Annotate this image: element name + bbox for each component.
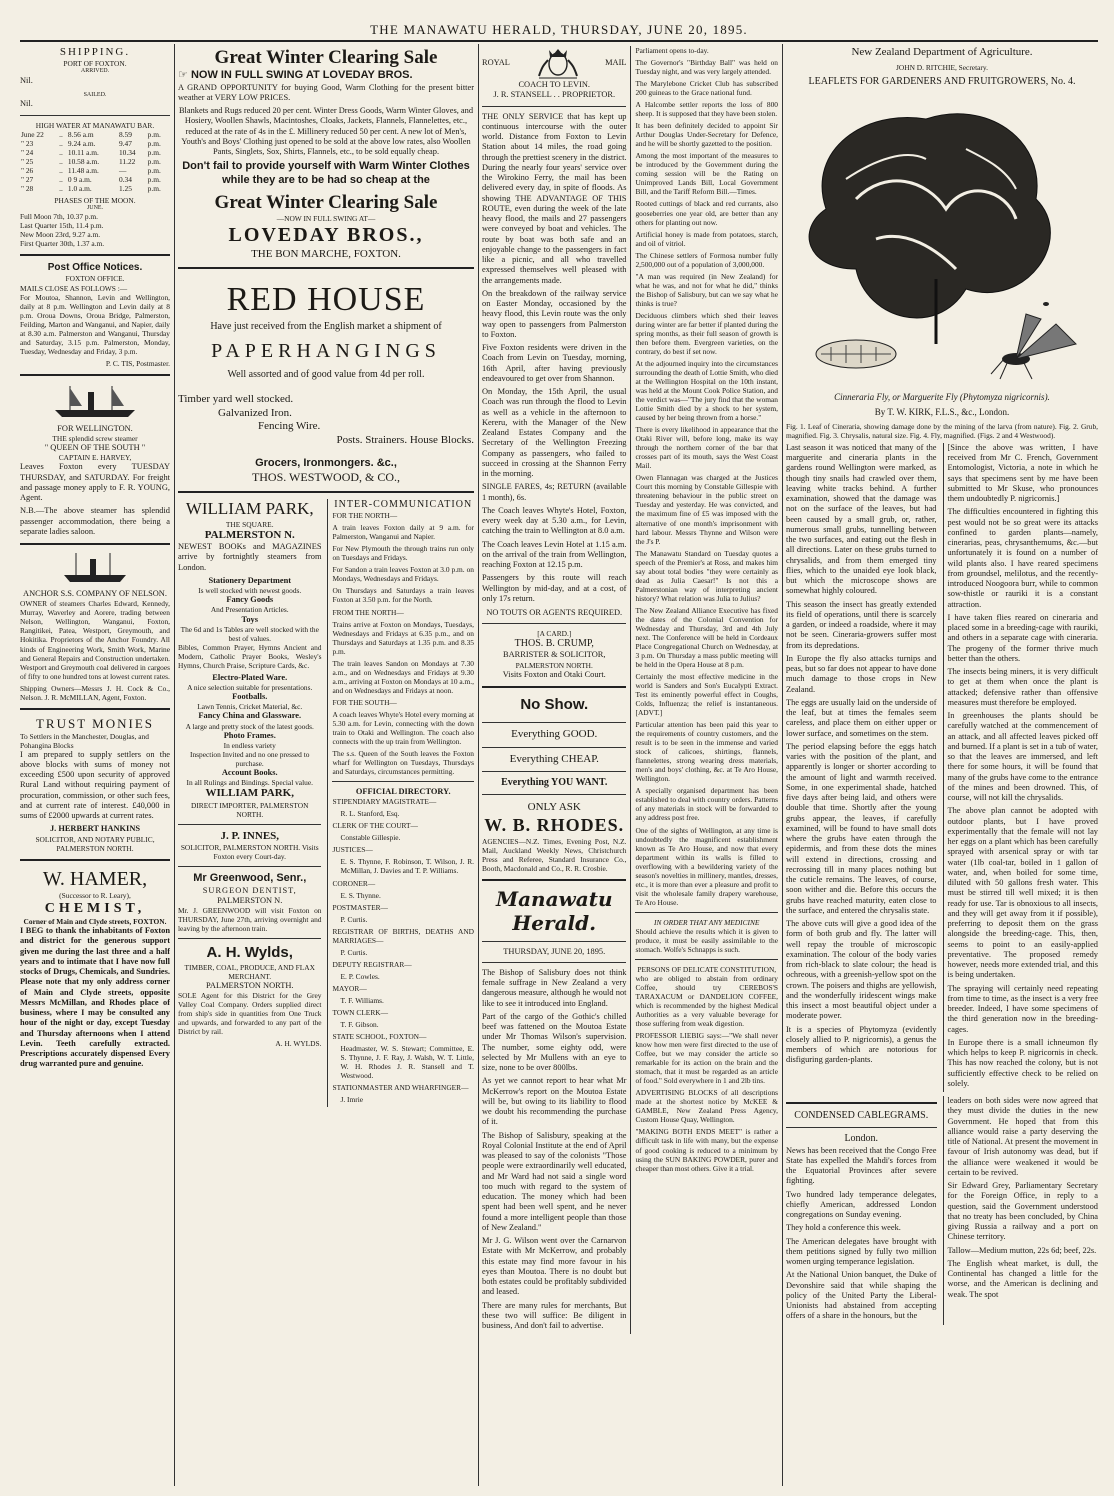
news-paragraph: One of the sights of Wellington, at any time is undoubtedly the magnificent establishment known as Te Aro House, and now that every department within its walls is filled to overflowing with a bewildering variety of the season's novelties in millinery, mantles, dresses, etc., it is more than ever a pleasure and profit to visit the wholesale family drapery warehouse, Te Aro House. [635,825,778,907]
tide-cell: 9.24 a.m. [67,138,96,148]
toys-text: The 6d and 1s Tables are well stocked with the best of values. [180,624,319,643]
coach-text [482,112,626,605]
steamer-text: Leaves Foxton every TUESDAY THURSDAY, and SATURDAY. For freight and passage money apply to F. R. YOUNG, Agent. [20,462,170,503]
delicate-title: PERSONS OF DELICATE CONSTITUTION, [637,964,777,974]
rhodes-name: W. B. RHODES. [484,814,625,835]
inter-item: For Sandon a train leaves Foxton at 3.0 p.m. on Mondays, Wednesdays and Fridays. [332,565,474,584]
william-park-ad [178,499,321,1107]
mails-text: For Moutoa, Shannon, Levin and Wellington, daily at 8 p.m. Wellington and Levin daily at 8 p.m. Oroua Downs, Oroua Bridge, Palmerston, Feilding, Marton and Wanganui, and Napier, daily at 8.30 a.m. Palmerston and Wanganui, Thursday and Saturday, 3.15 p.m. Palmerston, Monday, Tuesday, Wednesday and Friday, 3 p.m. [20,292,170,356]
dont-fail-text: Don't fail to provide yourself with Warm Winter Clothes while they are to be had so cheap at the [182,160,470,186]
masthead-text: THE MANAWATU HERALD, THURSDAY, JUNE 20, 1895. [370,22,748,38]
article-paragraph: The period elapsing before the eggs hatch varies with the position of the plant, and apparently is longer or shorter according to the amount of light and warmth received. Some, in one experimental shade, hatched five days after being laid, and others were double that time. Shortly after the young grubs appear, the leaves, if carefully examined, will be found to have small dots where the grubs have eaten through the epidermis, and from these dots the mines will extend in directions, crossing and recrossing till in many places nothing but the cuticle remains. The leaves, of course, soon wither and die. Before this occurs the grubs have reached maturity, eaten close to the surface, and entered the chrysalis state. [786,741,937,915]
liebig-text: PROFESSOR LIEBIG says:—"We shall never know how men were first directed to the use of Coffee, but we may consider the article so remarkable for its action on the brain and the stomach, that it must be regarded as an article of food." Sold everywhere in 1 and 2lb tins. [635,1031,778,1086]
order-title: IN ORDER THAT ANY MEDICINE [654,917,760,927]
hankins-name: J. HERBERT HANKINS [49,824,141,834]
china-text: A large and pretty stock of the latest goods. [185,721,314,731]
post-office-title: Post Office Notices. [47,262,143,274]
steamer-line: THE splendid screw steamer [52,434,138,444]
news-paragraph: At the adjourned inquiry into the circumstances surrounding the death of Lottie Smith, who died at the Wellington Hospital on the 10th instant, was held at the Mount Cook Police Station, and the verdict was—"The jury find that the woman Lottie Smith died by a shock to her system, caused by her being thrown from a horse." [635,358,778,423]
cable-paragraph: At the National Union banquet, the Duke of Devonshire said that while shaping the policy of the United Party the Liberal-Unionists had abstained from accepting offers of a share in the honours, but the [786,1270,937,1321]
coach-paragraph: The Coach leaves Whyte's Hotel, Foxton, every week day at 5.30 a.m., for Levin, catching the train to Wellington at 8.0 a.m. [482,505,627,536]
inter-communication [327,499,474,1107]
official-role: STATIONMASTER AND WHARFINGER— [332,1083,469,1093]
official-role: REGISTRAR OF BIRTHS, DEATHS AND MARRIAGES— [332,926,474,945]
official-name: E. S. Thynne. [340,890,381,900]
tide-cell: .. [59,147,63,157]
tide-cell: 1.25 [118,183,132,193]
official-name: T. F. Williams. [340,995,384,1005]
editorial-paragraph: Part of the cargo of the Gothic's chilled beef was fattened on the Moutoa Estate under Mr Thomas Wilson's supervision. The number, some eighty odd, were selected by Mr Mullens with an eye to size, none to be over 800lbs. [482,1011,627,1073]
everything-cheap: Everything CHEAP. [509,752,599,765]
column-rule [478,44,479,1486]
official-name: E. S. Thynne, F. Robinson, T. Wilson, J. R. McMillan, J. Davies and T. P. Williams. [340,857,474,876]
footballs-heading: Footballs. [232,692,268,702]
inter-heading: FOR THE NORTH— [332,511,398,521]
cable-paragraph: leaders on both sides were now agreed that they must divide the duties in the new Government. He hoped that from this alliance would raise a party deserving the title of National. At present the movement in favour of Irish autonomy was dead, but if the alliance were weakened it would be certain to be revived. [947,1096,1098,1177]
ritchie: JOHN D. RITCHIE, Secretary. [896,63,988,73]
post-office-sub: FOXTON OFFICE. [65,274,125,284]
greenwood-name: Mr Greenwood, Senr., [193,872,307,885]
hankins-sub: SOLICITOR, AND NOTARY PUBLIC, PALMERSTON NORTH. [35,834,155,853]
tide-cell: 1.0 a.m. [67,183,92,193]
article-paragraph: It is a species of Phytomyza (evidently closely allied to P. nigricornis), a genus the members of which are notorious for disfiguring garden-plants. [786,1024,937,1065]
moon-phase: Full Moon 7th, 10.37 p.m. [20,212,99,222]
news-paragraph: A specially organised department has been established to deal with country orders. Patterns of any materials in stock will be forwarded to any address post free. [635,786,778,823]
william-park-intro: NEWEST BOOKs and MAGAZINES arrive by fortnightly steamers from London. [178,542,322,572]
tide-cell: p.m. [147,129,161,139]
steamer-icon [60,551,130,585]
official-role: DEPUTY REGISTRAR— [332,959,412,969]
now-swing-text: NOW IN FULL SWING AT LOVEDAY BROS. [190,69,413,82]
grand-opportunity: A GRAND OPPORTUNITY for buying Good, Warm Clothing for the present bitter weather at VERY LOW PRICES. [178,82,474,102]
loveday-bros: LOVEDAY BROS., [228,224,424,247]
article-paragraph: The above cuts will give a good idea of the form of both grub and fly. The latter will well repay the trouble of microscopic examination. The colour of the body varies from rich-black to slate colour; the head is ochreous, with a greenish-yellow spot on the crown. The poisers and thighs are yellowish, and the wonderfully iridescent wings make this insect a most beautiful object under a moderate power. [786,919,937,1021]
tide-row [20,139,170,148]
assorted-text: Well assorted and of good value from 4d per roll. [227,369,425,381]
cable-paragraph: Tallow—Medium mutton, 22s 6d; beef, 22s. [947,1245,1097,1255]
coach-paragraph: Five Foxton residents were driven in the Coach from Levin on Tuesday, morning, 16th April, after having previously endeavoured to get over from Shannon. [482,343,627,383]
coach-paragraph: THE ONLY SERVICE that has kept up continuous intercourse with the outer world. Distance from Foxton to Levin Station about 14 miles, the road going through the prettiest scenery in the district. During the nearly four years' service over the Wirokino Ferry, the mail has been delivered every day, in spite of floods. As showing THE ADVANTAGE OF THIS ROUTE, even during the week of the late heavy flood, the mails and 27 passengers were conveyed by boat and vehicles. The route by boat was both safe and an enjoyable change to the passengers in fact like a picnic, and all who travelled expressed themselves well pleased with the arrangements made. [482,111,627,285]
innes-name: J. P. INNES, [220,829,280,842]
editorial-paragraph: The Bishop of Salisbury, speaking at the Royal Colonial Institute at the end of April was pleased to say of the colonists "Those people were extraordinarily well educated, and Mr Ward had not said a single word too much with regard to the system of education. The money which had been spent had been well spent, and he never found a more intelligent people than those of New Zealand." [482,1130,627,1232]
everything-want: Everything YOU WANT. [501,777,608,789]
editorial-paragraph: There are many rules for merchants, But these two will suffice: Be diligent in business, And don't fail to advertise. [482,1300,627,1331]
news-paragraph: The Governor's "Birthday Ball" was held on Tuesday night, and was very largely attended. [635,58,778,77]
news-paragraph: The New Zealand Alliance Executive has fixed the dates of the Colonial Convention for Wednesday and Thursday, 3rd and 4th July next. The Conference will be held in Cordeaux Place Congregational Church on Wednesday, at 3 p.m. On Thursday a mass public meeting will be held in the Opera House at 8 p.m. [635,605,778,669]
editorial [482,968,626,1332]
cable-paragraph: The American delegates have brought with them petitions signed by fully two million women urging temperance legislation. [786,1236,937,1266]
sun-baking-text: "MAKING BOTH ENDS MEET" is rather a difficult task in life with many, but the expense of good cooking is reduced to a minimum by using the SUN BAKING POWDER, purer and cheaper than most others. Give it a trial. [635,1127,778,1173]
tide-row [20,184,170,193]
inter-title: INTER-COMMUNICATION [334,499,473,511]
inter-item: A train leaves Foxton daily at 9 a.m. for Palmerston, Wanganui and Napier. [332,523,474,542]
cablegrams-title: CONDENSED CABLEGRAMS. [794,1110,929,1122]
article-paragraph: The insects being miners, it is very difficult to get at them when once the plant is attacked; defensive rather than offensive measures must therefore be employed. [947,667,1098,707]
news-paragraph: The Marylebone Cricket Club has subscribed 200 guineas to the Grace national fund. [635,79,778,98]
news-paragraph: Parliament opens to-day. [635,46,709,55]
official-role: TOWN CLERK— [332,1007,388,1017]
arrived-nil: Nil. [20,75,33,85]
tide-cell: — [118,165,127,175]
tide-cell: " 28 [21,183,34,193]
news-paragraph: It has been definitely decided to appoint Sir Arthur Douglas Under-Secretary for Defence, and he will be shortly gazetted to the position. [635,121,778,149]
official-role: MAYOR— [332,983,367,993]
wylds-text: SOLE Agent for this District for the Grey Valley Coal Company. Orders supplied direct from ship's side in quantities from One Truck and upwards, and forwarded to any part of the District by rail. [178,990,322,1037]
greenwood-text: Mr. J. GREENWOOD will visit Foxton on THURSDAY, June 27th, arriving overnight and leaving by the afternoon train. [178,906,322,934]
figure-legend: Fig. 1. Leaf of Cineraria, showing damage done by the mining of the larva (from nature). Fig. 2. Grub, magnified. Fig. 3. Chrysalis, natural size. Fig. 4. Fly, magnified. (Figs. 2 and 4 Westwood). [786,421,1098,440]
coach-ad [482,46,626,1334]
official-name: P. Curtis. [340,947,368,957]
tide-cell: 11.22 [118,156,136,166]
steamer-nb: N.B.—The above steamer has splendid passenger accommodation, there being a separate ladies saloon. [20,506,170,536]
article-paragraph: The above plan cannot be adopted with outdoor plants, but I have proved experimentally that the female will not lay her eggs on a plant which has been carefully sprayed with arsenical spray or with tar water (1lb coal-tar, boiled in 1 gallon of water, and, when boiled for some time, diluted with 50 gallons fresh water. This must be stirred till well mixed; it is then ready for use. Tar is obnoxious to all insects, and they will get away from it if possible), preferring to deposit them on the grass alongside the breeding-cage. This, then, seems to point to an easily-applied preventative. The proposed remedy however, needs more extended trial, and this is being undertaken. [947,806,1098,980]
dept-title: New Zealand Department of Agriculture. [851,46,1033,58]
tide-row [20,175,170,184]
article-paragraph: The eggs are usually laid on the underside of the leaf, but at times the females seem careless, and place them on either upper or lower surface, and sometimes on the stem. [786,697,937,738]
tide-cell: .. [59,156,63,166]
royal-crest-icon [535,46,581,80]
tide-cell: .. [59,165,63,175]
photo-text: In endless variety [223,741,276,751]
article-paragraph: This season the insect has greatly extended its field of operations, until there is scarcely a garden, or indeed a roadside, where it may not be seen. Cineraria-growers suffer most from its depredations. [786,599,937,650]
news-paragraph: The Chinese settlers of Formosa number fully 2,500,000 out of a population of 3,000,000. [635,250,778,269]
tide-cell: 10.58 a.m. [67,156,100,166]
hamer-text: I BEG to thank the inhabitants of Foxton and district for the generous support given me during the last three and a half years and to intimate that I have now full stocks of Drugs, Chemicals, and Sundries. Please note that my only address corner of Main and Clyde streets, opposite Messrs McMillan, and Rhodes place of business, where I may be consulted any hour of the night or day, except Tuesday and Thursday afternoons when I attend Levin. Teeth carefully extracted. Prescriptions accurately dispensed Every drug warranted pure and genuine. [20,926,170,1069]
hamer-sub: (Successor to R. Leary), [59,891,131,901]
innes-sub: SOLICITOR, PALMERSTON NORTH. Visits Foxton every Court-day. [180,843,319,862]
leaflets-title: LEAFLETS FOR GARDENERS AND FRUITGROWERS, No. 4. [808,76,1076,88]
mails-heading: MAILS CLOSE AS FOLLOWS :— [20,283,128,293]
tide-cell: .. [59,129,63,139]
news-paragraph: Certainly the most effective medicine in the world is Sanders and Son's Eucalypti Extract. Test its eminently powerful effect in Coughs, Colds, Influenza; the relief is instantaneous. [ADVT.] [635,672,778,718]
wellington-title: FOR WELLINGTON. [57,423,133,433]
coach-title: COACH TO LEVIN. [518,80,591,89]
editorial-paragraph: As yet we cannot report to hear what Mr McKerrow's report on the Moutoa Estate will be, but owing to its liability to flood we doubt his recommending the purchase of it. [482,1076,627,1127]
column-agriculture [786,46,1098,1486]
tide-row [20,148,170,157]
now-swing-heading [178,69,474,82]
tide-table [20,130,170,193]
inter-item: The train leaves Sandon on Mondays at 7.30 a.m., and on Wednesdays and Fridays at 9.30 a.m., arriving at Foxton on Mondays at 10 a.m., and on Wednesdays and Fridays at noon. [332,658,474,695]
stansell: J. R. STANSELL . . PROPRIETOR. [493,90,616,100]
inter-item: A coach leaves Whyte's Hotel every morning at 5.30 a.m. for Levin, connecting with the down train to Otaki and Wellington. The coach also connects with the up train from Wellington. [332,709,474,746]
news-paragraph: There is every likelihood in appearance that the Otaki River will, before long, make its way through the northern corner of the bar that crosses part of its mouth, says the West Coast Mail. [635,425,778,471]
news-paragraph: The Manawatu Standard on Tuesday quotes a speech of the Premier's at Ross, and makes him say about total bodies "they were certainly as dead as Julia Caesar!" Is not this a Palmerstonian way of interpreting ancient history? What relation was Julia to Julius? [635,548,778,603]
herald-title: Manawatu Herald. [495,886,613,936]
tide-cell: p.m. [147,156,161,166]
now-swing-sub: —NOW IN FULL SWING AT— [276,214,376,224]
cablegrams-right [943,1096,1099,1324]
official-name: J. Imrie [340,1095,364,1105]
article-paragraph: The difficulties encountered in fighting this pest would not be so great were its attacks confined to garden plants—namely, cinerarias, peas, chrysanthemums, &c.—but unfortunately it is found on a number of wild plants also. I have reared specimens from groundsel, melilotus, and the recently-introduced Noogoora burr, while to common sow-thistle or rauriki it is a constant attraction. [947,507,1098,609]
editorial-paragraph: Mr J. G. Wilson went over the Carnarvon Estate with Mr McKerrow, and probably this estate may find more favour in his eyes than Moutoa. There is no doubt but both estates could be profitably subdivided and leased. [482,1236,627,1297]
tide-cell: 10.34 [118,147,136,157]
cable-paragraph: News has been received that the Congo Free State has expelled the Mahdi's forces from the Equatorial Provinces after severe fighting. [786,1145,937,1186]
official-list [332,797,474,1104]
official-name: E. P. Cowles. [340,971,380,981]
tide-cell: 9.47 [118,138,132,148]
crump-name: THOS. B. CRUMP, [514,638,594,650]
tide-cell: p.m. [147,165,161,175]
tide-cell: 8.59 [118,129,132,139]
inter-heading: FROM THE NORTH— [332,607,404,617]
delicate-text: who are obliged to abstain from ordinary Coffee, should try CEREBOS'S TARAXACUM or DANDELION COFFEE, which is recommended by the highest Medical Authorities as a very valuable beverage for those suffering from weak digestion. [635,973,778,1029]
paperhangings: PAPERHANGINGS [211,339,441,362]
editorial-paragraph: The Bishop of Salisbury does not think female suffrage in New Zealand a very dangerous measure, although he would not like to see it introduced into England. [482,967,627,1008]
news-column [630,46,778,1334]
timber-text: Timber yard well stocked. [178,393,294,406]
official-name: R. L. Stanford, Esq. [340,809,400,819]
toys-heading: Toys [241,614,258,624]
tide-cell: p.m. [147,174,161,184]
news-paragraph: Deciduous climbers which shed their leaves during winter are far better if planted during the spring months, as their full season of growth is then before them. Evergreen varieties, on the contrary, do best if set now. [635,310,778,356]
anchor-text: OWNER of steamers Charles Edward, Kennedy, Murray, Waverley and Aorere, trading between Nelson, Wellington, Wanganui, Foxton, Rangitikei, Patea, Westport, Greymouth, and Hokitika. Proprietors of the Anchor Foundry. All kinds of Engineering Work, Smith Work, Marine and General Repairs and Construction undertaken. Westport and Greymouth coal delivered in cargoes of fifty to one hundred tons at lowest current rates. [20,599,170,681]
coach-paragraph: The Coach leaves Levin Hotel at 1.15 a.m. on the arrival of the train from Wellington, reaching Foxton at 12.15 p.m. [482,539,627,569]
tide-cell: " 23 [21,138,34,148]
article-right [943,443,1099,1092]
news-paragraph: Owen Flannagan was charged at the Justices Court this morning by Constable Gillespie with threatening behaviour in the public street on Tuesday and yesterday. He was convicted, and the maximum fine of £5 was imposed with the alternative of one month's imprisonment with hard labour. Messrs Thynne and Wilson were the J's P. [635,473,778,546]
inspection-text: Inspection Invited and no one pressed to purchase. [190,750,310,769]
reductions-text: Blankets and Rugs reduced 20 per cent. Winter Dress Goods, Warm Winter Gloves, and Hosiery, Woollen Shawls, Macintoshes, Cloaks, Jackets, Flannels, Flannelettes, etc., reduced at the rate of 4s in the £. Millinery reduced 50 per cent. A new lot of Men's, Youth's and Boys' Clothing just opened to be sold at the above low rates, also Woollen Pants, Singlets, Sox, Shirts, Flannels, etc., to be sold equally cheap. [178,106,474,157]
crump-sub: BARRISTER & SOLICITOR, [503,650,606,660]
wylds-sub: TIMBER, COAL, PRODUCE, AND FLAX MERCHANT. [184,962,315,981]
cable-paragraph: Sir Edward Grey, Parliamentary Secretary for the Foreign Office, in reply to a question, said the Government understood that no treaty has been concluded, by China giving Russia a railway and a port on Chinese territory. [947,1181,1098,1242]
red-house-title: RED HOUSE [226,281,426,319]
cable-paragraph: They hold a conference this week. [786,1223,901,1233]
article-paragraph: In Europe there is a small ichneumon fly which helps to keep P. nigricornis in check. This has now reached the colony, but is not sufficiently effective check to be relied on solely. [947,1037,1098,1088]
column-news [482,46,778,1486]
sailed-heading: SAILED. [83,92,107,98]
official-role: JUSTICES— [332,845,373,855]
inter-item: For New Plymouth the through trains run only on Tuesdays and Fridays. [332,544,474,563]
official-role: POSTMASTER— [332,902,388,912]
inter-list [332,511,474,776]
trust-sub: To Settlers in the Manchester, Douglas, and Pohangina Blocks [20,731,149,750]
moon-phases [20,212,170,248]
masthead [20,20,1098,42]
tide-row [20,130,170,139]
shipping-title: SHIPPING. [59,46,131,58]
coach-paragraph: SINGLE FARES, 4s; RETURN (available 1 month), 6s. [482,482,627,502]
steamer-name: " QUEEN OF THE SOUTH " [44,443,146,453]
china-heading: Fancy China and Glassware. [198,711,302,721]
news-paragraph: Among the most important of the measures to be introduced by the Government during the coming session will be the Rating on Unimproved Lands Bill, Local Government Bill, and the Tariff Reform Bill.—Times. [635,151,778,197]
cable-paragraph: Two hundred lady temperance delegates, chiefly American, addressed London congregations on Sunday evening. [786,1189,937,1219]
anchor-owners: Shipping Owners—Messrs J. H. Cock & Co., Nelson. J. R. McMILLAN, Agent, Foxton. [20,683,170,702]
article-paragraph: I have taken flies reared on cineraria and placed some in a breeding-cage with rauriki, and others in a separate cage with cineraria. The progeny of the former thrive much better than the others. [947,612,1098,663]
advertising-text: ADVERTISING BLOCKS of all descriptions made at the shortest notice by McKEE & GAMBLE, New Zealand Press Agency, Custom House Quay, Wellington. [635,1088,778,1125]
trust-title: TRUST MONIES [35,715,155,731]
column-advertisements [178,46,474,1486]
figure-caption: Cinneraria Fly, or Marguerite Fly (Phytomyza nigricornis). [834,391,1050,402]
tide-cell: 0.34 [118,174,132,184]
cable-left-list [786,1146,937,1322]
inter-heading: FOR THE SOUTH— [332,697,397,707]
tide-cell: " 24 [21,147,34,157]
tide-cell: p.m. [147,147,161,157]
fencing-text: Fencing Wire. [258,420,321,433]
inter-item: The s.s. Queen of the South leaves the Foxton wharf for Wellington on Tuesdays, Thursdays and Saturdays, circumstances permitting. [332,748,474,776]
article-paragraph: [Since the above was written, I have received from Mr C. French, Government Entomologist, Victoria, a note in which he says that specimens sent by me have been submitted to Mr Skuse, who pronounces them undoubtedly P. nigricornis.] [947,442,1098,504]
pointing-hand-icon: ☞ [178,69,188,82]
wylds-palmerston: PALMERSTON NORTH. [206,980,294,990]
chemist-title: CHEMIST, [44,901,146,917]
captain: CAPTAIN E. HARVEY, [58,453,132,463]
moon-month: JUNE. [86,204,104,211]
grocers-text: Grocers, Ironmongers. &c., [255,457,397,469]
order-text: Should achieve the results which it is given to produce, it must be easily assimilable to the stomach. Wolfe's Schnapps is such. [635,926,778,954]
crump-visits: Visits Foxton and Otaki Court. [502,669,606,679]
tide-cell: " 25 [21,156,34,166]
coach-paragraph: On the breakdown of the railway service on Easter Monday, occasioned by the heavy flood, this Levin route was the only way open to passengers from Palmerston to Foxton. [482,288,627,339]
official-role: CLERK OF THE COURT— [332,821,418,831]
anchor-title: ANCHOR S.S. COMPANY OF NELSON. [23,589,167,599]
westwood-name: THOS. WESTWOOD, & CO., [251,470,401,485]
tide-cell: 10.11 a.m. [67,147,99,157]
london-heading: London. [844,1133,879,1145]
william-park-sign2: DIRECT IMPORTER, PALMERSTON NORTH. [191,800,309,819]
tide-row [20,157,170,166]
account-heading: Account Books. [221,768,278,778]
tide-cell: p.m. [147,138,161,148]
moon-phase: Last Quarter 15th, 11.4 p.m. [20,221,104,231]
news-paragraph: Rooted cuttings of black and red currants, also gooseberries one year old, are better than any others for planting out now. [635,199,778,227]
moon-phase: New Moon 23rd, 9.27 a.m. [20,230,101,240]
coach-paragraph: Passengers by this route will reach Wellington by mid-day, and at a cost, of only 17s return. [482,573,627,603]
article-paragraph: The spraying will certainly need repeating from time to time, as the insect is a very free breeder. Indeed, I have some specimens of the third generation now in the breeding-cages. [947,983,1098,1034]
william-park-palmerston: PALMERSTON N. [204,528,295,541]
greenwood-sub: SURGEON DENTIST, [202,885,297,895]
tide-cell: June 22 [21,129,44,139]
electro-text: A nice selection suitable for presentations. [187,683,313,693]
cablegrams-left [786,1096,937,1324]
news-items [635,46,778,907]
column-rule [174,44,175,1486]
cable-paragraph: The English wheat market, is dull, the Continental has changed a little for the worse, and the American is declining and weak. The spot [947,1258,1098,1299]
moon-title: PHASES OF THE MOON. [54,195,136,205]
tide-cell: p.m. [147,183,161,193]
only-ask: ONLY ASK [527,801,581,814]
fancy-heading: Fancy Goods [226,595,274,605]
official-name: Headmaster, W. S. Stewart; Committee, E. S. Thynne, J. F. Ray, J. Walsh, W. T. Little, W. H. Rhodes J. R. Stansell and T. Westwood. [340,1043,474,1081]
moon-phase: First Quarter 30th, 1.37 a.m. [20,239,105,249]
sailed-nil: Nil. [20,99,33,109]
everything-good: Everything GOOD. [511,728,598,741]
trust-text: I am prepared to supply settlers on the above blocks with sums of money not exceeding £500 upon security of approved Rural Land without requiring payment of procuration, commission, or other such fees, and at current rate of interest. £40,000 in sums of £2000 upwards at current rates. [20,749,170,821]
royal-text: ROYAL [482,57,510,67]
hamer-name: W. HAMER, [42,867,148,890]
official-name: T. F. Gibson. [340,1019,379,1029]
posts-text: Posts. Strainers. House Blocks. [336,433,474,446]
article-paragraph: In greenhouses the plants should be carefully watched at the commencement of an attack, and all affected leaves picked off and burned. If a plant is set in a tub of water, so that the leaves are immersed, and left there for some hours, it will be found that many of the grubs have come to the entrance of the mines and been drowned. This, of course, will not kill the chrysalids. [947,711,1098,803]
column-shipping [20,46,170,1486]
clearing-sale-heading-2: Great Winter Clearing Sale [214,192,438,214]
tide-cell: " 26 [21,165,34,175]
stationery-text: Is well stocked with newest goods. [198,586,302,596]
official-title: OFFICIAL DIRECTORY. [355,787,451,797]
news-paragraph: "A man was required (in New Zealand) for what he was, and not for what he did," thinks the Bishop of Salisbury, but can we say what he thinks is true? [635,271,778,308]
inter-item: Trains arrive at Foxton on Mondays, Tuesdays, Wednesdays and Fridays at 6.35 p.m., and on Thursdays and Saturdays at 1.35 p.m. and 8.35 p.m. [332,619,474,656]
figure-author: By T. W. KIRK, F.L.S., &c., London. [874,406,1010,417]
wylds-name: A. H. Wylds, [206,944,293,962]
no-touts: NO TOUTS OR AGENTS REQUIRED. [486,608,623,617]
article-left [786,443,937,1092]
tide-title: HIGH WATER AT MANAWATU BAR. [35,120,155,130]
news-paragraph: Particular attention has been paid this year to the requirements of country customers, and the result is to be seen in the immense and varied stock of calicoes, shirtings, flannels, flannelettes, strong wearing dress materials, men's and boys' clothing, &c. at Te Aro House, Wellington. [635,720,778,784]
electro-heading: Electro-Plated Ware. [212,672,288,682]
tide-cell: 11.48 a.m. [67,165,99,175]
tide-cell: .. [59,174,63,184]
tide-row [20,166,170,175]
account-text: In all Rulings and Bindings. Special value. [186,778,313,788]
greenwood-palmerston: PALMERSTON N. [217,895,283,905]
tide-cell: 8.56 a.m [67,129,94,139]
fancy-sub: And Presentation Articles. [210,605,289,615]
news-paragraph: A Halcombe settler reports the loss of 800 sheep. It is supposed that they have been stolen. [635,100,778,119]
no-show: No Show. [520,696,589,713]
official-name: Constable Gillespie. [340,833,401,843]
galvanized-text: Galvanized Iron. [218,406,292,419]
tide-cell: 0 9 a.m. [67,174,92,184]
bibles-text: Bibles, Common Prayer, Hymns Ancient and Modern, Catholic Prayer Books, Wesley's Hymns, Church Praise, Scripture Cards, &c. [178,642,322,670]
arrived-heading: ARRIVED. [80,68,110,75]
official-role: STIPENDIARY MAGISTRATE— [332,797,437,807]
photo-heading: Photo Frames. [223,730,276,740]
stationery-heading: Stationery Department [208,575,292,585]
steamer-icon [50,382,140,420]
coach-paragraph: On Monday, the 15th April, the usual Coach was run through the flood to Levin as well as a vehicle in the afternoon to Kereru, with the Manager of the New Zealand Estates Company and the Secretary of the Wellington Freezing Company as passengers, who failed to succeed in crossing at the Shannon Ferry in the morning. [482,387,627,478]
tide-cell: .. [59,183,63,193]
article-paragraph: In Europe the fly also attacks turnips and peas, but so far does not appear to have done much damage to those crops in New Zealand. [786,653,937,694]
official-name: P. Curtis. [340,914,368,924]
red-house-text: Have just received from the English market a shipment of [210,320,442,332]
crump-palmerston: PALMERSTON NORTH. [515,660,593,670]
news-paragraph: Artificial honey is made from potatoes, starch, and oil of vitriol. [635,229,778,248]
article-paragraph: Last season it was noticed that many of the marguerite and cineraria plants in the gardens round Wellington were marked, as though tiny snails had crawled over them, leaving white tracks behind. A further examination, showed that the damage was not on the surface of the leaves, but had been caused by a small grub, or, rather, numerous small grubs, tunnelling between the two surfaces, and eating out the flesh in all directions. Later on these grubs turned to chrysalids, and from them emerged tiny flies, which to the unaided eye look black, but which the microscope shows are somewhat highly coloured. [786,442,937,596]
tide-cell: .. [59,138,63,148]
tide-cell: " 27 [21,174,34,184]
footballs-text: Lawn Tennis, Cricket Material, &c. [197,702,303,712]
herald-date: THURSDAY, JUNE 20, 1895. [503,946,606,956]
cineraria-leaf-illustration [786,89,1098,389]
card-label: [A CARD.] [537,629,572,639]
william-park-square: THE SQUARE. [225,519,274,529]
agencies-text: AGENCIES—N.Z. Times, Evening Post, N.Z. Mail, Auckland Weekly News, Christchurch Press and Referee, Standard Insurance Co., Booth, Macdonald and Co., R. R. Crosbie. [482,836,627,873]
clearing-sale-heading: Great Winter Clearing Sale [214,47,438,68]
port-heading: PORT OF FOXTON. [63,59,127,69]
wylds-sign: A. H. WYLDS. [275,1039,322,1049]
postmaster-sign: P. C. TIS, Postmaster. [105,358,170,368]
william-park-title: WILLIAM PARK, [185,499,314,519]
official-role: STATE SCHOOL, FOXTON— [332,1031,427,1041]
william-park-sign: WILLIAM PARK, [205,787,294,800]
bon-marche: THE BON MARCHE, FOXTON. [251,247,401,260]
chemist-address: Corner of Main and Clyde streets, FOXTON. [23,917,167,927]
mail-text: MAIL [605,57,627,67]
column-rule [782,44,783,1486]
inter-item: On Thursdays and Saturdays a train leaves Foxton at 3.50 p.m. for the North. [332,586,474,605]
official-role: CORONER— [332,878,376,888]
